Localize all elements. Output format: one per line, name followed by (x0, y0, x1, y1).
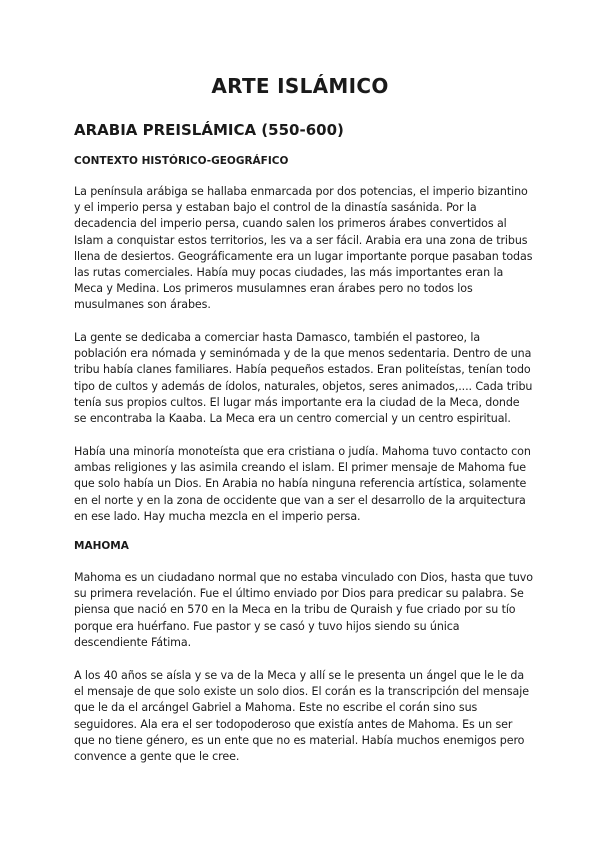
paragraph-context-1: La península arábiga se hallaba enmarcada por dos potencias, el imperio bizantino y el imperio persa y estaban bajo el control de la dinastía sasánida. Por la decadencia del imperio persa, cuando salen los primeros árabes convertidos al Islam a conquistar estos territorios, les va a ser fácil. Arabia era una zona de tribus llena de desiertos. Geográficamente era un lugar importante porque pasaban todas las rutas comerciales. Había muy pocas ciudades, las más importantes eran la Meca y Medina. Los primeros musulamnes eran árabes pero no todos los musulmanes son árabes. (74, 185, 533, 312)
paragraph-mahoma-2: A los 40 años se aísla y se va de la Meca y allí se le presenta un ángel que le le da el mensaje de que solo existe un solo dios. El corán es la transcripción del mensaje que le da el arcángel Gabriel a Mahoma. Este no escribe el corán sino sus seguidores. Ala era el ser todopoderoso que existía antes de Mahoma. Es un ser que no tiene género, es un ente que no es material. Había muchos enemigos pero convence a gente que le cree. (74, 669, 529, 764)
paragraph-context-3: Había una minoría monoteísta que era cristiana o judía. Mahoma tuvo contacto con ambas religiones y las asimila creando el islam. El primer mensaje de Mahoma fue que solo había un Dios. En Arabia no había ninguna referencia artística, solamente en el norte y en la zona de occidente que van a ser el desarrollo de la arquitectura en ese lado. Hay mucha mezcla en el imperio persa. (74, 445, 531, 523)
subsection-heading-context: CONTEXTO HISTÓRICO-GEOGRÁFICO (74, 155, 289, 167)
paragraph-context-2: La gente se dedicaba a comerciar hasta Damasco, también el pastoreo, la población era nómada y seminómada y de la que menos sedentaria. Dentro de una tribu había clanes familiares. Había pequeños estados. Eran politeístas, tenían todo tipo de cultos y además de ídolos, naturales, objetos, seres animados,.... Cada tribu tenía sus propios cultos. El lugar más importante era la ciudad de la Meca, donde se encontraba la Kaaba. La Meca era un centro comercial y un centro espiritual. (74, 331, 533, 426)
section-heading-arabia: ARABIA PREISLÁMICA (550-600) (74, 121, 344, 139)
page-title: ARTE ISLÁMICO (211, 74, 389, 98)
paragraph-mahoma-1: Mahoma es un ciudadano normal que no estaba vinculado con Dios, hasta que tuvo su primera revelación. Fue el último enviado por Dios para predicar su palabra. Se piensa que nació en 570 en la Meca en la tribu de Quraish y fue criado por su tío porque era huérfano. Fue pastor y se casó y tuvo hijos siendo su única descendiente Fátima. (74, 571, 533, 649)
subsection-heading-mahoma: MAHOMA (74, 540, 129, 552)
